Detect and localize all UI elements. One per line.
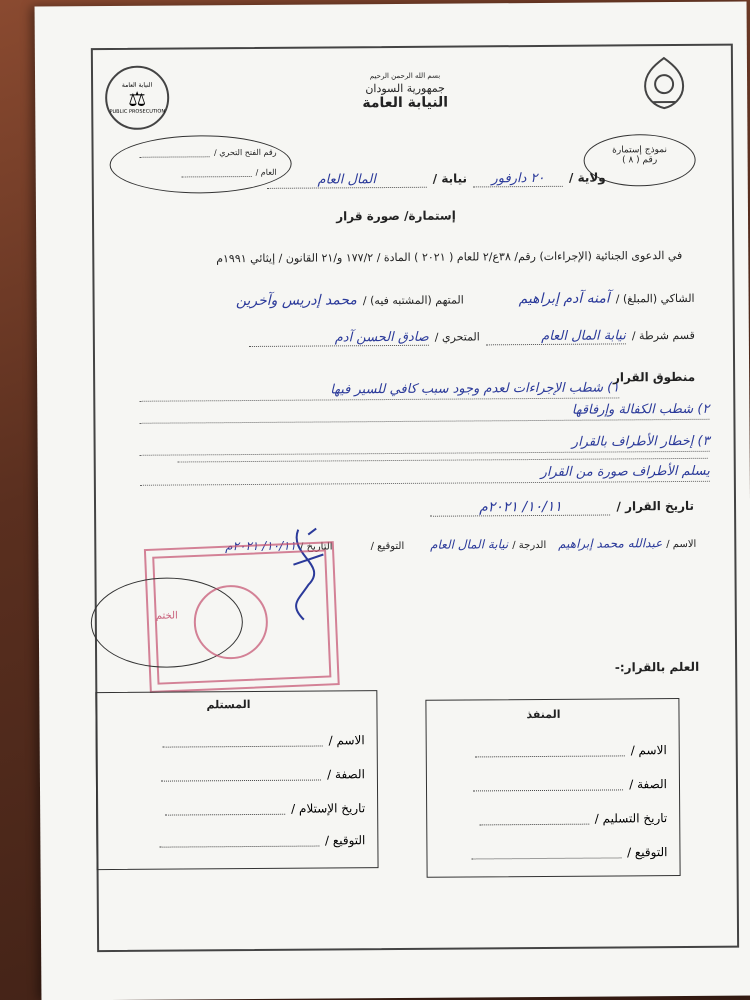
executor-signature-field[interactable] (471, 847, 621, 859)
sign-label: التوقيع / (370, 540, 405, 553)
receiver-box (95, 690, 378, 870)
grade-label: الدرجة / (512, 539, 547, 552)
scales-icon: ⚖ (128, 86, 147, 111)
receiver-name-field[interactable] (163, 735, 323, 747)
receiver-capacity-label: الصفة / (327, 767, 365, 782)
basmala: بسم الله الرحمن الرحيم (369, 71, 441, 81)
station-label: قسم شرطة / (631, 328, 695, 343)
form-title: إستمارة/ صورة قرار (336, 208, 456, 224)
document-page (35, 2, 750, 1000)
executor-date-label: تاريخ التسليم / (594, 811, 668, 826)
police-line (249, 328, 695, 347)
case-year-label: العام / (255, 167, 277, 177)
decision-date-line (430, 498, 694, 517)
executor-signature-label: التوقيع / (626, 845, 668, 860)
prosecution-logo (105, 66, 169, 130)
investigator-value: صادق الحسن آدم (249, 330, 429, 347)
executor-title: المنفذ (526, 707, 561, 722)
complainant-value: آمنه آدم إبراهيم (518, 290, 610, 308)
state-value: ٢٠ دارفور (473, 171, 563, 188)
state-line (267, 171, 606, 189)
executor-capacity-field[interactable] (473, 779, 623, 791)
executor-date-field[interactable] (479, 813, 589, 825)
logo-text-en: PUBLIC PROSECUTION (109, 108, 166, 115)
decision-date-label: تاريخ القرار / (616, 498, 695, 514)
logo-text-ar: النيابة العامة (121, 81, 153, 89)
executor-name-label: الاسم / (630, 743, 667, 758)
receiver-date-label: تاريخ الإستلام / (291, 801, 366, 816)
receiver-signature-field[interactable] (159, 835, 319, 847)
decision-line-2: ٢) شطب الكفالة وإرفاقها (139, 402, 709, 424)
acknowledgement-title: العلم بالقرار:- (614, 659, 700, 675)
receiver-date-field[interactable] (165, 803, 285, 815)
form-number-label: رقم ( ٨ ) (622, 155, 658, 166)
seal-label: الختم (155, 610, 178, 622)
form-type-label: نموذج إستمارة (612, 145, 667, 156)
grade-value: نيابة المال العام (429, 537, 509, 552)
decision-line-4: يسلم الأطراف صورة من القرار (140, 464, 710, 486)
receiver-name-label: الاسم / (328, 733, 365, 748)
case-number-label: رقم الفتح التحري / (213, 147, 277, 158)
receiver-capacity-field[interactable] (161, 769, 321, 781)
state-label: ولاية / (568, 170, 606, 185)
decision-line-3: ٣) إخطار الأطراف بالقرار (140, 434, 710, 456)
decision-label: منطوق القرار (612, 369, 696, 385)
case-line: في الدعوى الجنائية (الإجراءات) رقم/ ٣٨ع/٢ للعام ( ٢٠٢١ ) المادة / ١٧٧/٢ و/٢١ القانون / إيثائي ١٩٩١م (216, 248, 683, 266)
accused-value: محمد إدريس وآخرين (235, 292, 357, 310)
accused-label: المتهم (المشتبه فيه) / (362, 293, 464, 308)
decision-line-1: ١) شطب الإجراءات لعدم وجود سبب كافي للسير فيها (139, 380, 619, 401)
date-label: التاريخ / (300, 541, 333, 553)
investigator-label: المتحري / (434, 330, 480, 344)
republic-name: جمهورية السودان (365, 81, 445, 96)
date-value: ١٠/١١/ ٢٠٢١م (225, 538, 297, 554)
name-label: الاسم / (666, 538, 697, 551)
prosecution-value: المال العام (267, 172, 427, 189)
executor-box (425, 698, 680, 878)
complainant-label: الشاكي (المبلغ) / (615, 291, 695, 306)
authority-name: النيابة العامة (362, 94, 449, 112)
executor-capacity-label: الصفة / (629, 777, 668, 792)
sudan-emblem-icon (639, 54, 689, 112)
executor-name-field[interactable] (475, 745, 625, 757)
prosecution-label: نيابة / (432, 171, 468, 186)
decision-date-value: ١٠/١١/ ٢٠٢١م (430, 498, 610, 516)
stamp-circle (194, 585, 269, 660)
name-value: عبدالله محمد إبراهيم (558, 536, 663, 551)
receiver-title: المستلم (206, 698, 251, 712)
receiver-signature-label: التوقيع / (324, 833, 366, 848)
station-value: نيابة المال العام (486, 328, 626, 345)
